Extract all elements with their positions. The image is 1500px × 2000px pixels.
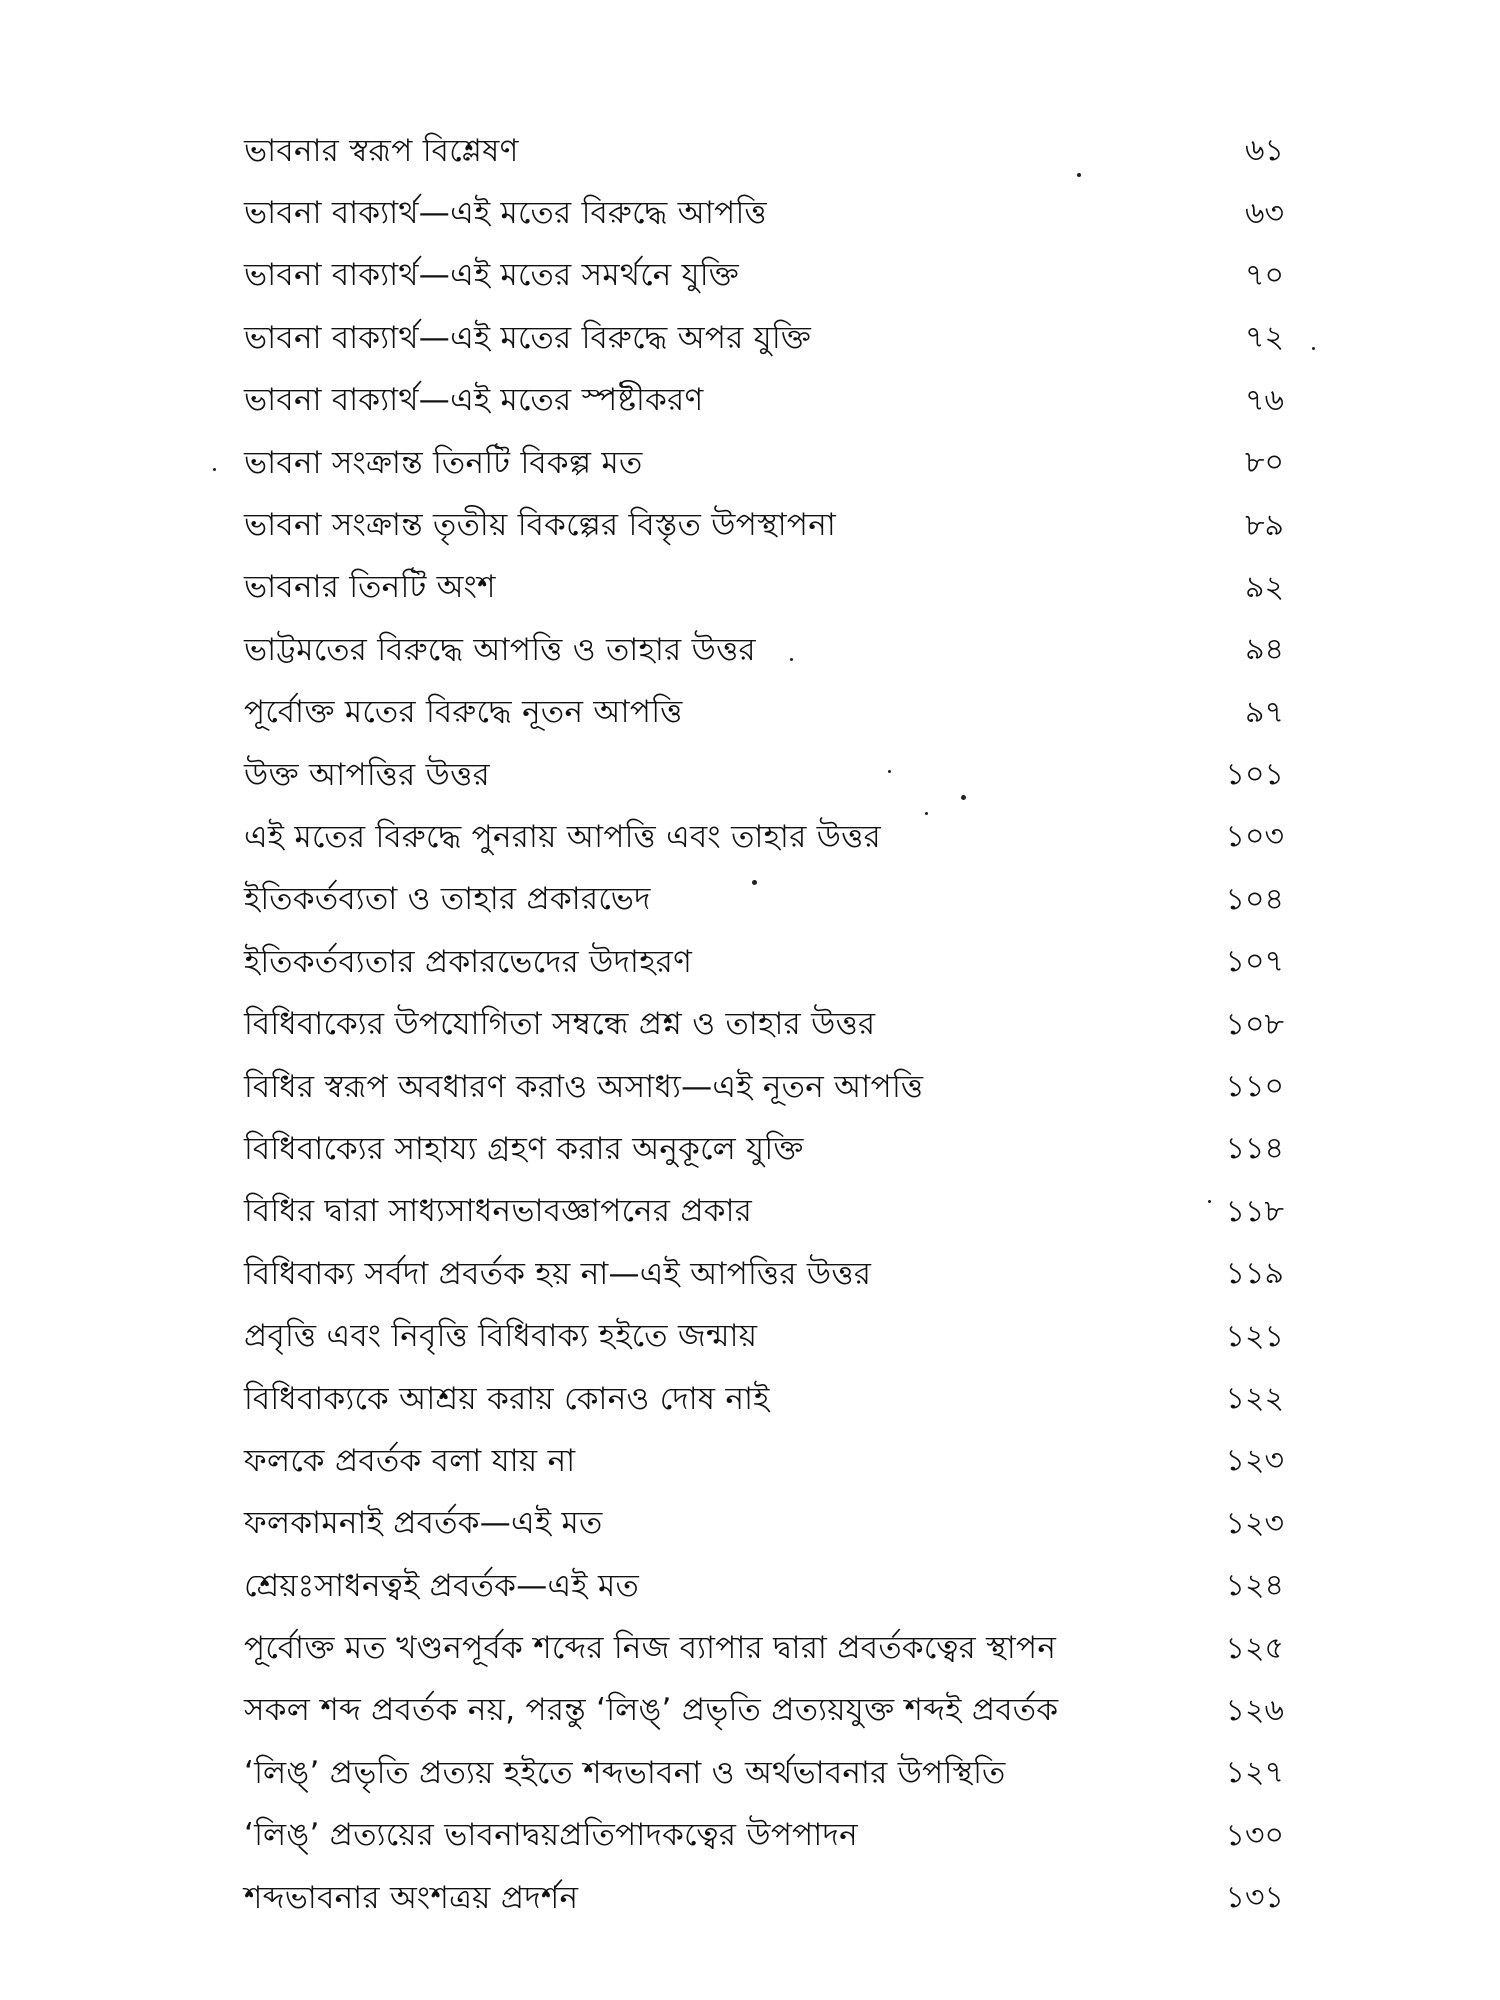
scan-speck	[752, 880, 757, 885]
toc-entry	[244, 869, 1284, 931]
toc-entry-page-number: ৯৭	[1245, 694, 1284, 730]
toc-entry	[244, 806, 1284, 868]
toc-entry-title: সকল শব্দ প্রবর্তক নয়, পরন্তু ‘লিঙ্’ প্রভৃতি প্রত্যয়যুক্ত শব্দই প্রবর্তক	[244, 1692, 1059, 1729]
toc-entry	[244, 1118, 1284, 1180]
toc-entry-page-number: ১২৫	[1225, 1630, 1284, 1666]
toc-entry-title: উক্ত আপত্তির উত্তর	[244, 756, 490, 793]
toc-entry	[244, 619, 1284, 681]
toc-entry-title: বিধিবাক্য সর্বদা প্রবর্তক হয় না—এই আপত্তির উত্তর	[244, 1255, 872, 1292]
toc-entry-page-number: ১০৪	[1225, 881, 1284, 917]
toc-entry	[244, 1181, 1284, 1243]
scan-speck	[213, 468, 216, 471]
toc-entry-title: ভাবনা বাক্যার্থ—এই মতের স্পষ্টীকরণ	[244, 382, 704, 419]
toc-entry-page-number: ১২৭	[1225, 1755, 1284, 1791]
scan-speck	[1208, 1200, 1211, 1203]
toc-entry	[244, 1368, 1284, 1430]
toc-entry-page-number: ১২৩	[1225, 1443, 1284, 1479]
toc-entry-page-number: ৯২	[1245, 569, 1284, 605]
toc-entry-title: বিধির স্বরূপ অবধারণ করাও অসাধ্য—এই নূতন আপত্তি	[244, 1068, 924, 1105]
toc-entry-title: ভাবনা সংক্রান্ত তৃতীয় বিকল্পের বিস্তৃত উপস্থাপনা	[244, 507, 837, 544]
toc-entry-title: বিধিবাক্যের সাহায্য গ্রহণ করার অনুকূলে যুক্তি	[244, 1130, 804, 1167]
toc-entry-page-number: ৭০	[1244, 257, 1284, 293]
toc-entry	[244, 931, 1284, 993]
toc-entry	[244, 1680, 1284, 1742]
toc-entry-title: ‘লিঙ্’ প্রত্যয়ের ভাবনাদ্বয়প্রতিপাদকত্বের উপপাদন	[244, 1817, 858, 1854]
toc-entry-title: শ্রেয়ঃসাধনত্বই প্রবর্তক—এই মত	[244, 1567, 640, 1604]
toc-entry	[244, 370, 1284, 432]
toc-entry-page-number: ১০৮	[1225, 1006, 1284, 1042]
toc-entry	[244, 1742, 1284, 1804]
toc-entry-title: পূর্বোক্ত মতের বিরুদ্ধে নূতন আপত্তি	[244, 694, 683, 731]
toc-entry	[244, 1056, 1284, 1118]
toc-entry	[244, 1305, 1284, 1367]
toc-entry-page-number: ১২৩	[1225, 1505, 1284, 1541]
toc-entry	[244, 1430, 1284, 1492]
toc-entry	[244, 1805, 1284, 1867]
toc-entry-page-number: ১০১	[1225, 757, 1284, 793]
toc-entry	[244, 1555, 1284, 1617]
scan-speck	[1312, 347, 1315, 350]
scan-speck	[961, 795, 966, 800]
toc-entry-title: ভাবনা বাক্যার্থ—এই মতের সমর্থনে যুক্তি	[244, 257, 740, 294]
toc-entry-title: বিধিবাক্যের উপযোগিতা সম্বন্ধে প্রশ্ন ও তাহার উত্তর	[244, 1006, 876, 1043]
toc-entry-page-number: ৯৪	[1245, 632, 1284, 668]
toc-entry	[244, 494, 1284, 556]
toc-entry-title: ফলকে প্রবর্তক বলা যায় না	[244, 1442, 576, 1479]
toc-entry	[244, 307, 1284, 369]
toc-entry	[244, 682, 1284, 744]
toc-entry-page-number: ১২৬	[1225, 1692, 1284, 1728]
toc-entry-page-number: ৮০	[1245, 445, 1284, 481]
toc-entry-page-number: ১০৩	[1225, 819, 1284, 855]
toc-entry-page-number: ৬৩	[1244, 195, 1284, 231]
toc-entry-title: ফলকামনাই প্রবর্তক—এই মত	[244, 1505, 603, 1542]
toc-entry-page-number: ১১৯	[1225, 1256, 1284, 1292]
toc-entry-title: ইতিকর্তব্যতার প্রকারভেদের উদাহরণ	[244, 943, 693, 980]
scan-speck	[1077, 173, 1081, 177]
toc-entry	[244, 557, 1284, 619]
toc-entry-title: শব্দভাবনার অংশত্রয় প্রদর্শন	[244, 1879, 579, 1916]
toc-entry-page-number: ১৩১	[1225, 1880, 1284, 1916]
toc-entry-title: পূর্বোক্ত মত খণ্ডনপূর্বক শব্দের নিজ ব্যাপার দ্বারা প্রবর্তকত্বের স্থাপন	[244, 1630, 1057, 1667]
toc-entry-page-number: ৭৬	[1244, 382, 1284, 418]
scan-speck	[925, 812, 928, 815]
table-of-contents	[244, 120, 1284, 1929]
toc-entry-title: ভাবনার তিনটি অংশ	[244, 569, 496, 606]
toc-entry	[244, 182, 1284, 244]
toc-entry	[244, 1243, 1284, 1305]
toc-entry-title: ভাবনা বাক্যার্থ—এই মতের বিরুদ্ধে আপত্তি	[244, 195, 767, 232]
scan-speck	[790, 658, 793, 661]
toc-entry-page-number: ১১৮	[1225, 1193, 1284, 1229]
toc-entry-title: ভাবনা সংক্রান্ত তিনটি বিকল্প মত	[244, 444, 643, 481]
toc-entry	[244, 744, 1284, 806]
toc-entry-page-number: ৬১	[1245, 133, 1284, 169]
toc-entry-title: ‘লিঙ্’ প্রভৃতি প্রত্যয় হইতে শব্দভাবনা ও অর্থভাবনার উপস্থিতি	[244, 1754, 1006, 1791]
toc-entry-page-number: ১১৪	[1225, 1131, 1284, 1167]
toc-entry-title: ভাবনার স্বরূপ বিশ্লেষণ	[244, 132, 519, 169]
toc-entry-page-number: ১২৪	[1225, 1568, 1284, 1604]
toc-entry-page-number: ১২১	[1225, 1318, 1284, 1354]
toc-entry	[244, 1617, 1284, 1679]
toc-entry-page-number: ৮৯	[1245, 507, 1284, 543]
toc-entry	[244, 120, 1284, 182]
toc-entry-page-number: ১১০	[1225, 1069, 1284, 1105]
toc-entry	[244, 993, 1284, 1055]
toc-entry-title: ইতিকর্তব্যতা ও তাহার প্রকারভেদ	[244, 881, 651, 918]
toc-entry-title: প্রবৃত্তি এবং নিবৃত্তি বিধিবাক্য হইতে জন্মায়	[244, 1318, 758, 1355]
toc-entry	[244, 1867, 1284, 1929]
toc-entry-page-number: ১২২	[1225, 1381, 1284, 1416]
toc-entry-title: এই মতের বিরুদ্ধে পুনরায় আপত্তি এবং তাহার উত্তর	[244, 818, 881, 855]
scan-speck	[888, 770, 891, 773]
toc-entry	[244, 1493, 1284, 1555]
toc-entry-page-number: ৭২	[1244, 320, 1284, 356]
toc-entry-page-number: ১০৭	[1225, 944, 1284, 980]
toc-entry	[244, 245, 1284, 307]
toc-entry-title: বিধিবাক্যকে আশ্রয় করায় কোনও দোষ নাই	[244, 1380, 770, 1417]
toc-entry-title: ভাট্টমতের বিরুদ্ধে আপত্তি ও তাহার উত্তর	[244, 631, 756, 668]
toc-entry	[244, 432, 1284, 494]
toc-entry-title: বিধির দ্বারা সাধ্যসাধনভাবজ্ঞাপনের প্রকার	[244, 1193, 753, 1230]
toc-entry-title: ভাবনা বাক্যার্থ—এই মতের বিরুদ্ধে অপর যুক্তি	[244, 319, 812, 356]
toc-entry-page-number: ১৩০	[1225, 1817, 1284, 1853]
